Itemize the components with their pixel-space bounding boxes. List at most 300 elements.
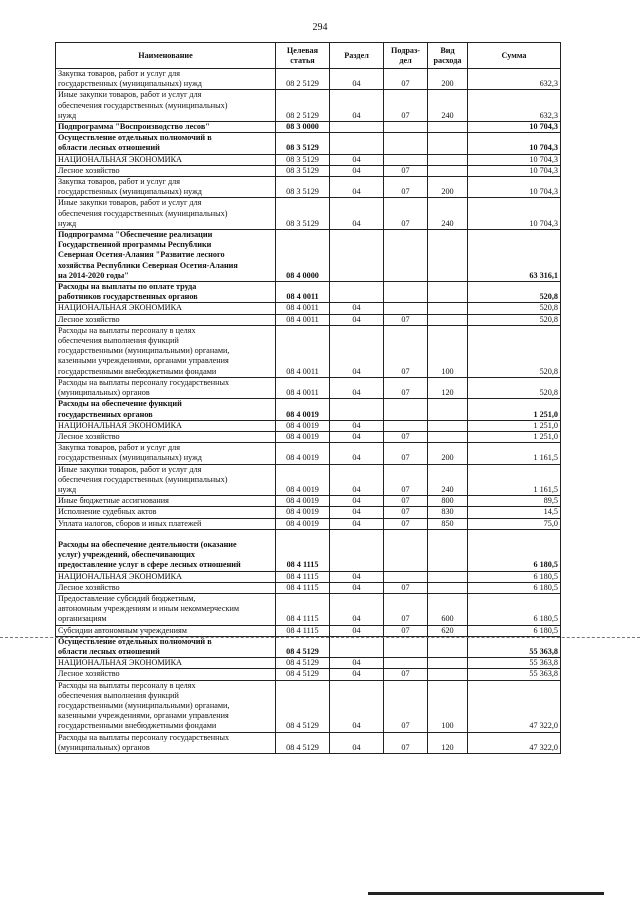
row-name-line: услуг) учреждений, обеспечивающих xyxy=(58,550,195,560)
table-row xyxy=(56,399,561,420)
table-row xyxy=(56,282,561,303)
row-name-line: НАЦИОНАЛЬНАЯ ЭКОНОМИКА xyxy=(58,154,182,164)
row-name xyxy=(56,669,276,680)
row-sum: 10 704,3 xyxy=(468,198,561,230)
header-type: Вид расхода xyxy=(428,43,468,69)
row-type: 850 xyxy=(428,518,468,529)
row-name-line: Лесное хозяйство xyxy=(58,582,120,592)
row-type xyxy=(428,230,468,282)
row-name xyxy=(56,571,276,582)
row-name-line: НАЦИОНАЛЬНАЯ ЭКОНОМИКА xyxy=(58,571,182,581)
row-section: 04 xyxy=(330,496,384,507)
row-code: 08 4 5129 xyxy=(276,669,330,680)
row-section xyxy=(330,282,384,303)
row-name-line: Осуществление отдельных полномочий в xyxy=(58,636,212,646)
row-name-line: Подпрограмма "Воспроизводство лесов" xyxy=(58,122,210,132)
row-subsection: 07 xyxy=(384,377,428,398)
row-section: 04 xyxy=(330,325,384,377)
row-code: 08 4 0000 xyxy=(276,230,330,282)
row-type xyxy=(428,658,468,669)
row-section xyxy=(330,122,384,133)
row-section: 04 xyxy=(330,443,384,464)
row-name xyxy=(56,90,276,122)
row-section: 04 xyxy=(330,582,384,593)
row-subsection: 07 xyxy=(384,443,428,464)
table-row xyxy=(56,303,561,314)
row-name xyxy=(56,282,276,303)
row-name xyxy=(56,122,276,133)
row-type xyxy=(428,571,468,582)
row-code: 08 2 5129 xyxy=(276,69,330,90)
row-name xyxy=(56,680,276,732)
table-row xyxy=(56,90,561,122)
row-type: 100 xyxy=(428,325,468,377)
row-type xyxy=(428,582,468,593)
table-row xyxy=(56,464,561,496)
row-subsection: 07 xyxy=(384,732,428,753)
row-name-line: Государственной программы Республики xyxy=(58,240,212,250)
table-row xyxy=(56,443,561,464)
table-row xyxy=(56,496,561,507)
row-name-line: (муниципальных) органов xyxy=(58,388,150,398)
table-row xyxy=(56,154,561,165)
table-row xyxy=(56,732,561,753)
row-name-line: Расходы на обеспечение деятельности (оказание xyxy=(58,539,237,549)
row-name-line: государственных (муниципальных) нужд xyxy=(58,187,202,197)
row-code: 08 4 0011 xyxy=(276,282,330,303)
row-sum: 14,5 xyxy=(468,507,561,518)
row-sum: 632,3 xyxy=(468,90,561,122)
row-sum: 75,0 xyxy=(468,518,561,529)
row-sum: 10 704,3 xyxy=(468,165,561,176)
row-section xyxy=(330,636,384,657)
row-subsection: 07 xyxy=(384,165,428,176)
table-row xyxy=(56,314,561,325)
row-sum: 10 704,3 xyxy=(468,122,561,133)
row-subsection xyxy=(384,571,428,582)
header-name: Наименование xyxy=(56,43,276,69)
row-section: 04 xyxy=(330,420,384,431)
row-code: 08 4 5129 xyxy=(276,732,330,753)
row-name xyxy=(56,658,276,669)
row-type: 200 xyxy=(428,177,468,198)
bottom-rule xyxy=(368,892,604,895)
row-subsection: 07 xyxy=(384,198,428,230)
row-section xyxy=(330,399,384,420)
row-name xyxy=(56,625,276,636)
row-name xyxy=(56,582,276,593)
row-type xyxy=(428,314,468,325)
row-name xyxy=(56,636,276,657)
row-subsection: 07 xyxy=(384,325,428,377)
row-subsection xyxy=(384,658,428,669)
row-section: 04 xyxy=(330,90,384,122)
row-sum: 1 251,0 xyxy=(468,399,561,420)
row-subsection: 07 xyxy=(384,593,428,625)
row-type: 120 xyxy=(428,732,468,753)
table-row xyxy=(56,165,561,176)
row-section: 04 xyxy=(330,571,384,582)
row-name-line: Закупка товаров, работ и услуг для xyxy=(58,69,180,78)
row-section: 04 xyxy=(330,464,384,496)
row-name-line: Расходы на обеспечение функций xyxy=(58,399,182,409)
row-code: 08 4 0019 xyxy=(276,464,330,496)
row-type xyxy=(428,133,468,154)
row-name xyxy=(56,69,276,90)
row-name-line: обеспечения выполнения функций xyxy=(58,336,179,346)
row-name-line: Подпрограмма "Обеспечение реализации xyxy=(58,230,213,240)
row-name-line: Северная Осетия-Алания "Развитие лесного xyxy=(58,250,225,260)
table-row xyxy=(56,177,561,198)
row-type: 120 xyxy=(428,377,468,398)
row-sum: 1 161,5 xyxy=(468,464,561,496)
row-name xyxy=(56,420,276,431)
row-type: 800 xyxy=(428,496,468,507)
row-name-line: Расходы на выплаты по оплате труда xyxy=(58,282,197,292)
row-sum: 6 180,5 xyxy=(468,529,561,571)
header-code: Целевая статья xyxy=(276,43,330,69)
row-subsection: 07 xyxy=(384,177,428,198)
row-name xyxy=(56,518,276,529)
row-type xyxy=(428,399,468,420)
row-sum: 6 180,5 xyxy=(468,571,561,582)
row-subsection: 07 xyxy=(384,496,428,507)
row-type xyxy=(428,669,468,680)
row-subsection: 07 xyxy=(384,669,428,680)
row-code: 08 3 5129 xyxy=(276,165,330,176)
row-type: 200 xyxy=(428,443,468,464)
row-name xyxy=(56,507,276,518)
row-name xyxy=(56,133,276,154)
row-code: 08 4 5129 xyxy=(276,658,330,669)
row-name xyxy=(56,732,276,753)
row-section: 04 xyxy=(330,680,384,732)
row-subsection xyxy=(384,420,428,431)
row-subsection: 07 xyxy=(384,69,428,90)
row-sum: 10 704,3 xyxy=(468,154,561,165)
row-section: 04 xyxy=(330,377,384,398)
row-name-line: Иные закупки товаров, работ и услуг для xyxy=(58,198,202,208)
table-row xyxy=(56,198,561,230)
row-name xyxy=(56,230,276,282)
row-subsection: 07 xyxy=(384,431,428,442)
row-type: 200 xyxy=(428,69,468,90)
header-sum: Сумма xyxy=(468,43,561,69)
row-name-line: Расходы на выплаты персоналу в целях xyxy=(58,680,196,690)
row-type: 240 xyxy=(428,464,468,496)
table-row xyxy=(56,69,561,90)
row-section: 04 xyxy=(330,431,384,442)
table-row xyxy=(56,431,561,442)
row-name-line: Субсидии автономным учреждениям xyxy=(58,625,187,635)
row-code: 08 3 5129 xyxy=(276,198,330,230)
row-section: 04 xyxy=(330,669,384,680)
row-name-line: Иные бюджетные ассигнования xyxy=(58,496,169,506)
row-name-line xyxy=(58,530,273,540)
row-name-line: Исполнение судебных актов xyxy=(58,507,157,517)
row-type xyxy=(428,420,468,431)
row-subsection xyxy=(384,154,428,165)
row-sum: 632,3 xyxy=(468,69,561,90)
row-code: 08 4 0011 xyxy=(276,303,330,314)
row-name xyxy=(56,198,276,230)
row-sum: 520,8 xyxy=(468,325,561,377)
row-section: 04 xyxy=(330,69,384,90)
row-subsection: 07 xyxy=(384,314,428,325)
row-type xyxy=(428,122,468,133)
row-type xyxy=(428,282,468,303)
row-name-line: Лесное хозяйство xyxy=(58,165,120,175)
row-subsection: 07 xyxy=(384,464,428,496)
row-section: 04 xyxy=(330,165,384,176)
table-row xyxy=(56,325,561,377)
row-subsection xyxy=(384,133,428,154)
row-section: 04 xyxy=(330,625,384,636)
row-name-line: Уплата налогов, сборов и иных платежей xyxy=(58,518,202,528)
row-subsection: 07 xyxy=(384,625,428,636)
row-type xyxy=(428,154,468,165)
row-type xyxy=(428,529,468,571)
row-name-line: обеспечения государственных (муниципальных) xyxy=(58,208,228,218)
row-name-line: казенными учреждениями, органами управления xyxy=(58,356,229,366)
row-name xyxy=(56,443,276,464)
row-name-line: НАЦИОНАЛЬНАЯ ЭКОНОМИКА xyxy=(58,420,182,430)
header-subsection: Подраз-дел xyxy=(384,43,428,69)
row-name-line: государственных (муниципальных) нужд xyxy=(58,453,202,463)
row-name xyxy=(56,165,276,176)
table-row xyxy=(56,658,561,669)
row-code: 08 4 1115 xyxy=(276,593,330,625)
row-sum: 520,8 xyxy=(468,303,561,314)
row-name-line: Лесное хозяйство xyxy=(58,431,120,441)
row-sum: 6 180,5 xyxy=(468,625,561,636)
row-name-line: обеспечения государственных (муниципальных) xyxy=(58,474,228,484)
row-type xyxy=(428,165,468,176)
row-type xyxy=(428,636,468,657)
row-name xyxy=(56,431,276,442)
row-type: 830 xyxy=(428,507,468,518)
row-code: 08 3 0000 xyxy=(276,122,330,133)
row-code: 08 4 1115 xyxy=(276,571,330,582)
row-section: 04 xyxy=(330,154,384,165)
row-code: 08 3 5129 xyxy=(276,177,330,198)
row-subsection xyxy=(384,636,428,657)
row-sum: 1 251,0 xyxy=(468,420,561,431)
row-code: 08 4 1115 xyxy=(276,529,330,571)
row-name-line: хозяйства Республики Северная Осетия-Алания xyxy=(58,260,238,270)
row-type: 600 xyxy=(428,593,468,625)
table-row xyxy=(56,507,561,518)
row-name-line: государственными (муниципальными) органами, xyxy=(58,700,230,710)
row-section: 04 xyxy=(330,507,384,518)
table-row xyxy=(56,529,561,571)
row-code: 08 3 5129 xyxy=(276,133,330,154)
row-sum: 55 363,8 xyxy=(468,658,561,669)
row-section: 04 xyxy=(330,177,384,198)
table-row xyxy=(56,593,561,625)
row-code: 08 4 0011 xyxy=(276,325,330,377)
row-type: 240 xyxy=(428,198,468,230)
row-code: 08 4 0019 xyxy=(276,496,330,507)
row-sum: 47 322,0 xyxy=(468,680,561,732)
row-subsection: 07 xyxy=(384,582,428,593)
row-section: 04 xyxy=(330,518,384,529)
row-section: 04 xyxy=(330,658,384,669)
row-name xyxy=(56,496,276,507)
row-code: 08 4 5129 xyxy=(276,680,330,732)
table-row xyxy=(56,680,561,732)
row-name xyxy=(56,377,276,398)
row-subsection xyxy=(384,122,428,133)
row-name xyxy=(56,399,276,420)
table-row xyxy=(56,636,561,657)
row-code: 08 4 0011 xyxy=(276,377,330,398)
table-row xyxy=(56,122,561,133)
row-name-line: (муниципальных) органов xyxy=(58,742,150,752)
row-code: 08 4 0011 xyxy=(276,314,330,325)
row-code: 08 4 0019 xyxy=(276,399,330,420)
row-name xyxy=(56,314,276,325)
row-name-line: казенными учреждениями, органами управления xyxy=(58,711,229,721)
row-name-line: Закупка товаров, работ и услуг для xyxy=(58,443,180,453)
row-name-line: на 2014-2020 годы" xyxy=(58,270,129,280)
table-row xyxy=(56,230,561,282)
row-name-line: области лесных отношений xyxy=(58,646,160,656)
row-name-line: автономным учреждениям и иным некоммерческим xyxy=(58,604,240,614)
row-section: 04 xyxy=(330,314,384,325)
row-section xyxy=(330,529,384,571)
row-subsection xyxy=(384,399,428,420)
table-row xyxy=(56,377,561,398)
table-row xyxy=(56,420,561,431)
row-code: 08 4 5129 xyxy=(276,636,330,657)
row-sum: 55 363,8 xyxy=(468,636,561,657)
row-name-line: Расходы на выплаты персоналу государственных xyxy=(58,377,230,387)
header-section: Раздел xyxy=(330,43,384,69)
row-subsection xyxy=(384,230,428,282)
row-code: 08 4 1115 xyxy=(276,625,330,636)
row-name xyxy=(56,464,276,496)
row-subsection: 07 xyxy=(384,680,428,732)
row-name-line: НАЦИОНАЛЬНАЯ ЭКОНОМИКА xyxy=(58,658,182,668)
row-code: 08 3 5129 xyxy=(276,154,330,165)
row-name-line: Расходы на выплаты персоналу государственных xyxy=(58,732,230,742)
row-name-line: Предоставление субсидий бюджетным, xyxy=(58,593,196,603)
row-name xyxy=(56,593,276,625)
row-sum: 6 180,5 xyxy=(468,582,561,593)
row-name xyxy=(56,325,276,377)
row-sum: 520,8 xyxy=(468,377,561,398)
row-name-line: государственных органов xyxy=(58,409,153,419)
row-sum: 520,8 xyxy=(468,314,561,325)
row-type: 240 xyxy=(428,90,468,122)
row-name-line: нужд xyxy=(58,218,77,228)
row-section: 04 xyxy=(330,732,384,753)
row-name-line: Осуществление отдельных полномочий в xyxy=(58,133,212,143)
row-name-line: обеспечения выполнения функций xyxy=(58,690,179,700)
budget-table xyxy=(55,42,561,754)
row-section: 04 xyxy=(330,303,384,314)
row-name-line: государственными внебюджетными фондами xyxy=(58,366,217,376)
row-name-line: обеспечения государственных (муниципальных) xyxy=(58,100,228,110)
row-name xyxy=(56,303,276,314)
scan-dashed-line xyxy=(0,637,640,638)
row-type xyxy=(428,431,468,442)
row-sum: 1 161,5 xyxy=(468,443,561,464)
row-name xyxy=(56,177,276,198)
row-section xyxy=(330,133,384,154)
row-sum: 55 363,8 xyxy=(468,669,561,680)
row-name-line: государственными внебюджетными фондами xyxy=(58,721,217,731)
table-row xyxy=(56,571,561,582)
row-name-line: Иные закупки товаров, работ и услуг для xyxy=(58,464,202,474)
row-name-line: работников государственных органов xyxy=(58,292,198,302)
row-subsection: 07 xyxy=(384,507,428,518)
row-subsection: 07 xyxy=(384,518,428,529)
row-type xyxy=(428,303,468,314)
row-name-line: предоставление услуг в сфере лесных отношений xyxy=(58,560,241,570)
row-sum: 89,5 xyxy=(468,496,561,507)
row-sum: 10 704,3 xyxy=(468,177,561,198)
row-sum: 1 251,0 xyxy=(468,431,561,442)
row-subsection xyxy=(384,303,428,314)
row-type: 100 xyxy=(428,680,468,732)
row-code: 08 2 5129 xyxy=(276,90,330,122)
row-name-line: Лесное хозяйство xyxy=(58,314,120,324)
row-sum: 6 180,5 xyxy=(468,593,561,625)
row-name xyxy=(56,529,276,571)
row-subsection xyxy=(384,282,428,303)
row-section: 04 xyxy=(330,593,384,625)
row-name-line: государственных (муниципальных) нужд xyxy=(58,79,202,89)
row-name-line: Расходы на выплаты персоналу в целях xyxy=(58,325,196,335)
row-code: 08 4 1115 xyxy=(276,582,330,593)
row-name-line: Иные закупки товаров, работ и услуг для xyxy=(58,90,202,100)
table-row xyxy=(56,582,561,593)
table-row xyxy=(56,625,561,636)
row-sum: 63 316,1 xyxy=(468,230,561,282)
row-name-line: области лесных отношений xyxy=(58,143,160,153)
row-name-line: нужд xyxy=(58,484,77,494)
row-subsection: 07 xyxy=(384,90,428,122)
row-section xyxy=(330,230,384,282)
table-row xyxy=(56,669,561,680)
row-name-line: нужд xyxy=(58,110,77,120)
row-sum: 47 322,0 xyxy=(468,732,561,753)
row-subsection xyxy=(384,529,428,571)
row-name-line: государственными (муниципальными) органами, xyxy=(58,346,230,356)
row-section: 04 xyxy=(330,198,384,230)
row-name xyxy=(56,154,276,165)
row-type: 620 xyxy=(428,625,468,636)
page-number: 294 xyxy=(312,22,328,33)
table-body xyxy=(56,69,561,754)
row-code: 08 4 0019 xyxy=(276,420,330,431)
row-name-line: НАЦИОНАЛЬНАЯ ЭКОНОМИКА xyxy=(58,303,182,313)
table-row xyxy=(56,518,561,529)
row-code: 08 4 0019 xyxy=(276,443,330,464)
row-sum: 520,8 xyxy=(468,282,561,303)
row-code: 08 4 0019 xyxy=(276,507,330,518)
row-code: 08 4 0019 xyxy=(276,518,330,529)
row-name-line: Лесное хозяйство xyxy=(58,669,120,679)
row-sum: 10 704,3 xyxy=(468,133,561,154)
row-name-line: организациям xyxy=(58,614,107,624)
table-row xyxy=(56,133,561,154)
row-name-line: Закупка товаров, работ и услуг для xyxy=(58,177,180,187)
table-header-row xyxy=(56,43,561,69)
row-code: 08 4 0019 xyxy=(276,431,330,442)
